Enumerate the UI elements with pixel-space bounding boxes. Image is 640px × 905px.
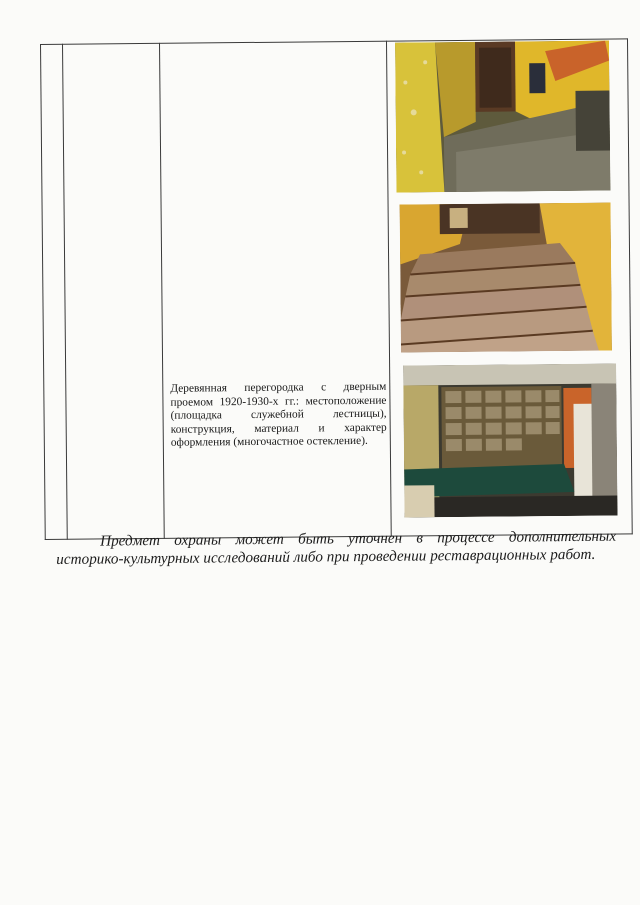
note-line-2: историко-культурных исследований либо при проведении реставрационных работ. [56, 545, 596, 568]
column-divider-3 [386, 41, 392, 537]
staircase-landing-photo [395, 41, 610, 193]
glazed-partition-photo [403, 363, 617, 517]
table-border-right [627, 38, 633, 534]
table-border-left [40, 44, 46, 540]
column-divider-2 [159, 43, 165, 539]
protection-table [40, 38, 633, 540]
protection-note [56, 528, 616, 569]
staircase-steps-photo [400, 203, 612, 353]
protection-item-description: Деревянная перегородка с дверным проемом 1920-1930-х гг.: местоположение (площадка служебной лестницы), конструкция, материал и характер оформления (многочастное остекление). [170, 380, 387, 450]
note-line-1: Предмет охраны может быть уточнен в процессе дополнительных [99, 527, 617, 550]
column-divider-1 [62, 44, 68, 540]
